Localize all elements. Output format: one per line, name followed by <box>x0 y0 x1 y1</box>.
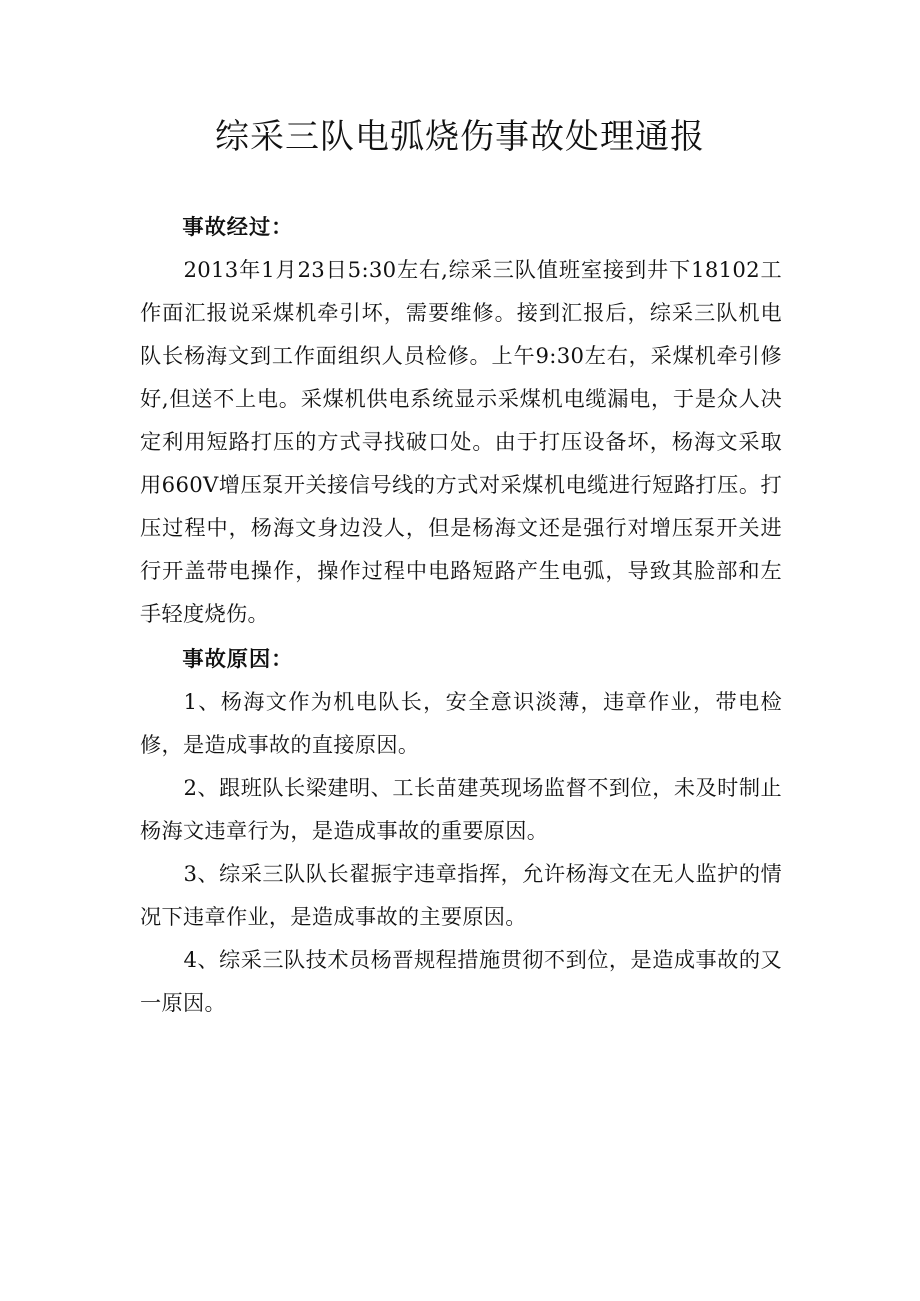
cause-item: 1、杨海文作为机电队长，安全意识淡薄，违章作业，带电检修，是造成事故的直接原因。 <box>140 689 782 757</box>
cause-item: 4、综采三队技术员杨晋规程措施贯彻不到位，是造成事故的又一原因。 <box>140 947 782 1015</box>
section-heading-accident-process: 事故经过： <box>182 214 294 239</box>
section-heading-accident-cause: 事故原因： <box>182 646 294 671</box>
accident-process-paragraph: 2013年1月23日5:30左右,综采三队值班室接到井下18102工作面汇报说采煤机牵引坏，需要维修。接到汇报后，综采三队机电队长杨海文到工作面组织人员检修。上午9:30左右，采煤机牵引修好,但送不上电。采煤机供电系统显示采煤机电缆漏电，于是众人决定利用短路打压的方式寻找破口处。由于打压设备坏，杨海文采取用660V增压泵开关接信号线的方式对采煤机电缆进行短路打压。打压过程中，杨海文身边没人，但是杨海文还是强行对增压泵开关进行开盖带电操作，操作过程中电路短路产生电弧，导致其脸部和左手轻度烧伤。 <box>140 257 782 626</box>
cause-item: 3、综采三队队长翟振宇违章指挥，允许杨海文在无人监护的情况下违章作业，是造成事故的主要原因。 <box>140 861 782 929</box>
document-body <box>140 205 782 1024</box>
document-title: 综采三队电弧烧伤事故处理通报 <box>215 117 705 157</box>
cause-item: 2、跟班队长梁建明、工长苗建英现场监督不到位，未及时制止杨海文违章行为，是造成事故的重要原因。 <box>140 775 782 843</box>
